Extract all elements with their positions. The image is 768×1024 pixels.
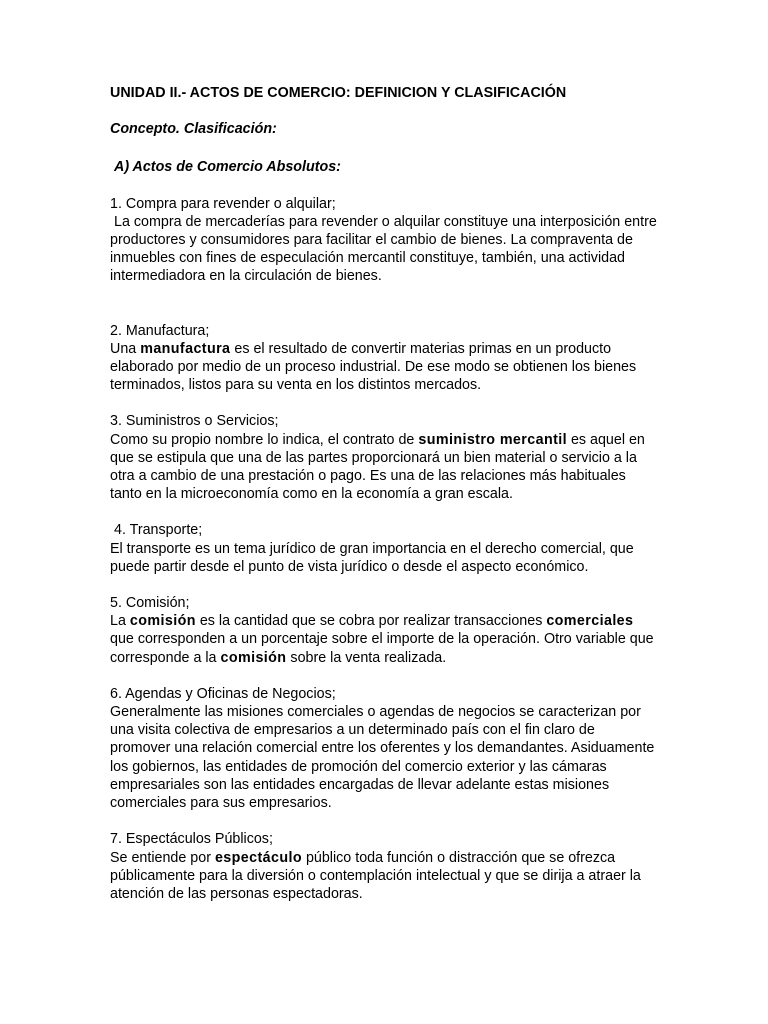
- list-item: [110, 195, 658, 286]
- keyword: comisión: [129, 613, 196, 630]
- body-text: Como su propio nombre lo indica, el contrato de: [110, 431, 419, 448]
- body-text: es el resultado de convertir materias primas en un producto elaborado por medio de un proceso industrial. De ese modo se obtienen los bienes terminados, listos para su venta en los distintos mercados.: [110, 340, 637, 394]
- body-text: Una: [110, 340, 141, 357]
- item-heading: 3. Suministros o Servicios;: [110, 413, 279, 430]
- list-item: [110, 521, 658, 576]
- body-text: sobre la venta realizada.: [286, 649, 447, 666]
- body-text: La compra de mercaderías para revender o alquilar constituye una interposición entre productores y consumidores para facilitar el cambio de bienes. La compraventa de inmuebles con fines de especulación mercantil constituye, también, una actividad intermediadora en la circulación de bienes.: [110, 213, 657, 285]
- list-item: [110, 322, 658, 395]
- body-text: es la cantidad que se cobra por realizar transacciones: [195, 613, 547, 630]
- item-heading: 6. Agendas y Oficinas de Negocios;: [110, 685, 336, 702]
- item-body: [110, 703, 658, 812]
- keyword: comerciales: [546, 613, 634, 630]
- item-heading: 7. Espectáculos Públicos;: [110, 831, 273, 848]
- body-text: Se entiende por: [110, 849, 215, 866]
- concept-subtitle: Concepto. Clasificación:: [110, 121, 277, 138]
- list-item: [110, 830, 658, 903]
- body-text: El transporte es un tema jurídico de gran importancia en el derecho comercial, que puede partir desde el punto de vista jurídico o desde el aspecto económico.: [110, 540, 634, 575]
- keyword: manufactura: [140, 340, 231, 357]
- body-text: La: [110, 613, 130, 630]
- item-body: [110, 213, 658, 286]
- body-text: es aquel en que se estipula que una de las partes proporcionará un bien material o servicio a la otra a cambio de una prestación o pago. Es una de las relaciones más habituales tanto en la microeconomía como en la economía a gran escala.: [110, 431, 645, 503]
- item-heading: 5. Comisión;: [110, 595, 190, 612]
- keyword: suministro mercantil: [418, 431, 567, 448]
- document-title: UNIDAD II.- ACTOS DE COMERCIO: DEFINICION Y CLASIFICACIÓN: [110, 85, 567, 101]
- body-text: que corresponden a un porcentaje sobre el importe de la operación. Otro variable que corresponde a la: [110, 631, 654, 666]
- section-heading: A) Actos de Comercio Absolutos:: [114, 159, 341, 176]
- keyword: comisión: [220, 649, 287, 666]
- body-text: público toda función o distracción que se ofrezca públicamente para la diversión o contemplación intelectual y que se dirija a atraer la atención de las personas espectadoras.: [110, 849, 641, 902]
- body-text: Generalmente las misiones comerciales o agendas de negocios se caracterizan por una visita colectiva de empresarios a un determinado país con el fin claro de promover una relación comercial entre los oferentes y los demandantes. Asiduamente los gobiernos, las entidades de promoción del comercio exterior y las cámaras empresariales son las entidades encargadas de llevar adelante estas misiones comerciales para sus empresarios.: [110, 704, 655, 812]
- document-page: [110, 84, 658, 921]
- item-heading: 1. Compra para revender o alquilar;: [110, 195, 336, 212]
- list-item: [110, 594, 658, 667]
- acts-list: [110, 195, 658, 904]
- item-body: [110, 431, 658, 504]
- list-item: [110, 685, 658, 812]
- item-body: [110, 849, 658, 904]
- item-heading: 4. Transporte;: [114, 522, 203, 539]
- item-body: [110, 340, 658, 395]
- item-body: [110, 612, 658, 667]
- item-body: [110, 540, 658, 576]
- list-item: [110, 412, 658, 503]
- keyword: espectáculo: [214, 849, 302, 866]
- item-heading: 2. Manufactura;: [110, 322, 210, 339]
